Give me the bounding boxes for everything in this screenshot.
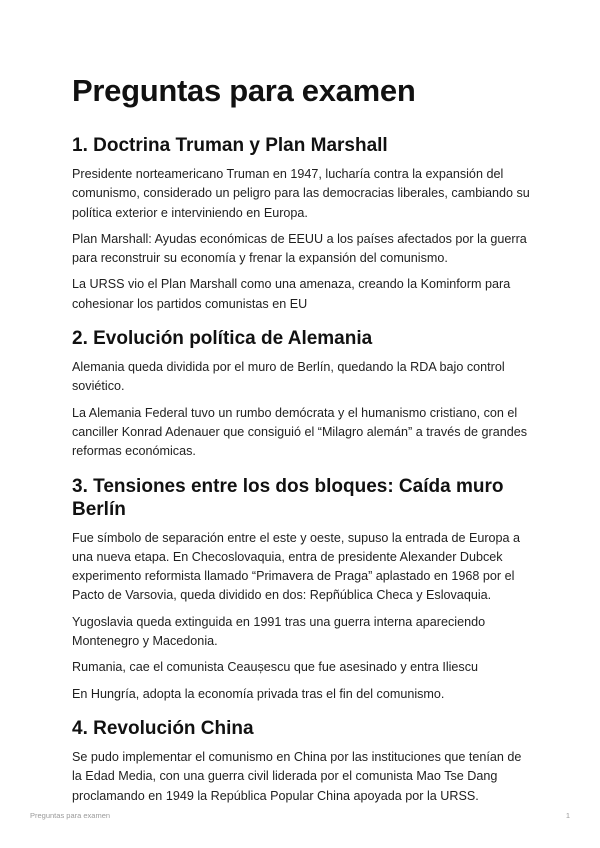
section-alemania (72, 327, 530, 461)
paragraph: La Alemania Federal tuvo un rumbo demócrata y el humanismo cristiano, con el canciller Konrad Adenauer que consiguió el “Milagro alemán” a través de grandes reformas económicas. (72, 405, 528, 459)
paragraph: La URSS vio el Plan Marshall como una amenaza, creando la Kominform para cohesionar los partidos comunistas en EU (72, 277, 511, 311)
section-heading: 2. Evolución política de Alemania (72, 328, 373, 350)
page-title: Preguntas para examen (72, 73, 416, 108)
paragraph: Alemania queda dividida por el muro de Berlín, quedando la RDA bajo control soviético. (72, 360, 505, 394)
section-tensiones-bloques (72, 475, 530, 704)
section-heading: 3. Tensiones entre los dos bloques: Caída muro Berlín (72, 475, 504, 520)
paragraph: Rumania, cae el comunista Ceaușescu que fue asesinado y entra Iliescu (72, 660, 479, 675)
document-page (72, 72, 530, 819)
paragraph: En Hungría, adopta la economía privada tras el fin del comunismo. (72, 686, 445, 701)
paragraph: Fue símbolo de separación entre el este y oeste, supuso la entrada de Europa a una nueva etapa. En Checoslovaquia, entra de presidente Alexander Dubcek experimento reformista llamado “Primavera de Praga” aplastado en 1968 por el Pacto de Varsovia, queda dividido en dos: Repñública Checa y Eslovaquia. (72, 530, 521, 603)
section-heading: 4. Revolución China (72, 717, 254, 739)
section-doctrina-truman (72, 134, 530, 314)
section-heading: 1. Doctrina Truman y Plan Marshall (72, 135, 388, 156)
footer-title: Preguntas para examen (30, 811, 111, 820)
paragraph: Yugoslavia queda extinguida en 1991 tras una guerra interna apareciendo Montenegro y Macedonia. (72, 614, 486, 649)
paragraph: Presidente norteamericano Truman en 1947, lucharía contra la expansión del comunismo, considerado un peligro para las democracias liberales, cambiando su política exterior e interviniendo en Europa. (72, 167, 530, 220)
paragraph: Se pudo implementar el comunismo en China por las instituciones que tenían de la Edad Media, con una guerra civil liderada por el comunista Mao Tse Dang proclamando en 1949 la República Popular China apoyada por la URSS. (72, 749, 522, 803)
page-footer (30, 811, 570, 820)
section-revolucion-china (72, 717, 530, 806)
paragraph: Plan Marshall: Ayudas económicas de EEUU a los países afectados por la guerra para reconstruir su economía y frenar la expansión del comunismo. (72, 231, 527, 266)
page-number: 1 (565, 811, 570, 820)
